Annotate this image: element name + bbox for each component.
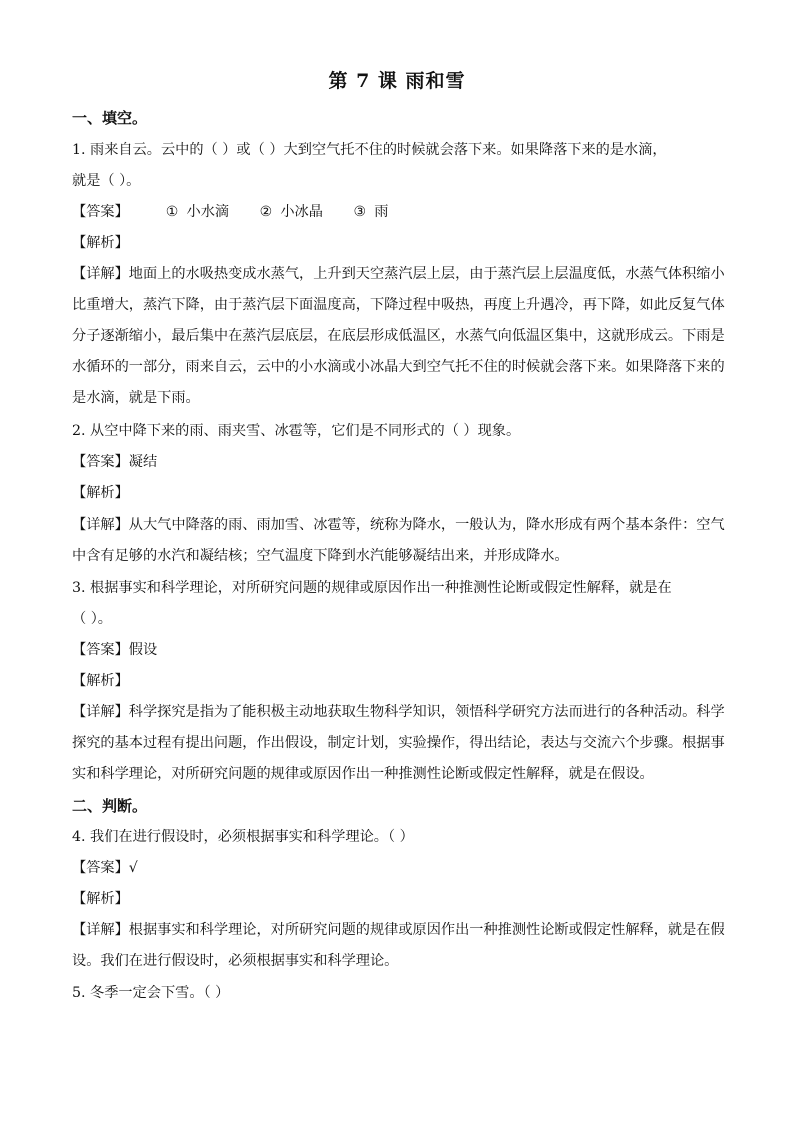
question-4-analysis-label: 【解析】 bbox=[72, 891, 129, 907]
answer-label: 【答案】 bbox=[72, 642, 129, 658]
question-3-analysis-label: 【解析】 bbox=[72, 673, 129, 689]
detail-line: 分子逐渐缩小，最后集中在蒸汽层底层，在底层形成低温区，水蒸气向低温区集中，这就形成云。下雨是 bbox=[72, 328, 725, 344]
answer-label: 【答案】 bbox=[72, 860, 129, 876]
question-1-analysis-label: 【解析】 bbox=[72, 235, 129, 251]
detail-line: 实和科学理论，对所研究问题的规律或原因作出一种推测性论断或假定性解释，就是在假设。 bbox=[72, 766, 654, 782]
question-1-line-2: 就是（ ）。 bbox=[72, 173, 141, 189]
question-2-detail: 【详解】从大气中降落的雨、雨加雪、冰雹等，统称为降水，一般认为，降水形成有两个基本条件：空气 bbox=[72, 517, 725, 533]
question-2-text: 2. 从空中降下来的雨、雨夹雪、冰雹等，它们是不同形式的（ ）现象。 bbox=[72, 423, 521, 439]
detail-line: 中含有足够的水汽和凝结核；空气温度下降到水汽能够凝结出来，并形成降水。 bbox=[72, 548, 569, 564]
detail-label: 【详解】 bbox=[72, 517, 129, 533]
answer-label: 【答案】 bbox=[72, 454, 129, 470]
question-4-text: 4. 我们在进行假设时，必须根据事实和科学理论。（ ） bbox=[72, 829, 414, 845]
detail-line: 探究的基本过程有提出问题，作出假设，制定计划，实验操作，得出结论，表达与交流六个步骤。根据事 bbox=[72, 735, 725, 751]
question-1-detail: 【详解】地面上的水吸热变成水蒸气，上升到天空蒸汽层上层，由于蒸汽层上层温度低，水蒸气体积缩小 bbox=[72, 266, 725, 282]
question-1-answer bbox=[72, 202, 732, 222]
page-title: 第 7 课 雨和雪 bbox=[328, 70, 466, 92]
detail-line: 比重增大，蒸汽下降，由于蒸汽层下面温度高，下降过程中吸热，再度上升遇冷，再下降，如此反复气体 bbox=[72, 297, 725, 313]
section-judge-heading: 二、判断。 bbox=[72, 797, 148, 815]
detail-label: 【详解】 bbox=[72, 704, 129, 720]
question-1-line-1: 1. 雨来自云。云中的（ ）或（ ）大到空气托不住的时候就会落下来。如果降落下来的是水滴， bbox=[72, 142, 667, 158]
question-3-line-2: （ ）。 bbox=[72, 611, 112, 627]
detail-line: 水循环的一部分，雨来自云，云中的小水滴或小冰晶大到空气托不住的时候就会落下来。如果降落下来的 bbox=[72, 359, 725, 375]
question-3-line-1: 3. 根据事实和科学理论，对所研究问题的规律或原因作出一种推测性论断或假定性解释，就是在 bbox=[72, 580, 672, 596]
question-2-answer: 【答案】凝结 bbox=[72, 454, 158, 470]
question-2-analysis-label: 【解析】 bbox=[72, 485, 129, 501]
question-4-detail: 【详解】根据事实和科学理论，对所研究问题的规律或原因作出一种推测性论断或假定性解释，就是在假 bbox=[72, 922, 725, 938]
detail-line: 设。我们在进行假设时，必须根据事实和科学理论。 bbox=[72, 953, 399, 969]
question-3-detail: 【详解】科学探究是指为了能积极主动地获取生物科学知识，领悟科学研究方法而进行的各种活动。科学 bbox=[72, 704, 725, 720]
answer-item: ③ 雨 bbox=[353, 204, 389, 220]
answer-label: 【答案】 bbox=[72, 204, 129, 220]
detail-label: 【详解】 bbox=[72, 922, 129, 938]
section-fill-heading: 一、填空。 bbox=[72, 109, 148, 127]
detail-line: 是水滴，就是下雨。 bbox=[72, 390, 200, 406]
answer-item: ② 小冰晶 bbox=[259, 204, 323, 220]
question-4-answer: 【答案】√ bbox=[72, 860, 138, 876]
answer-item: ① 小水滴 bbox=[165, 204, 230, 220]
question-3-answer: 【答案】假设 bbox=[72, 642, 158, 658]
question-5-text: 5. 冬季一定会下雪。（ ） bbox=[72, 985, 230, 1001]
detail-label: 【详解】 bbox=[72, 266, 129, 282]
